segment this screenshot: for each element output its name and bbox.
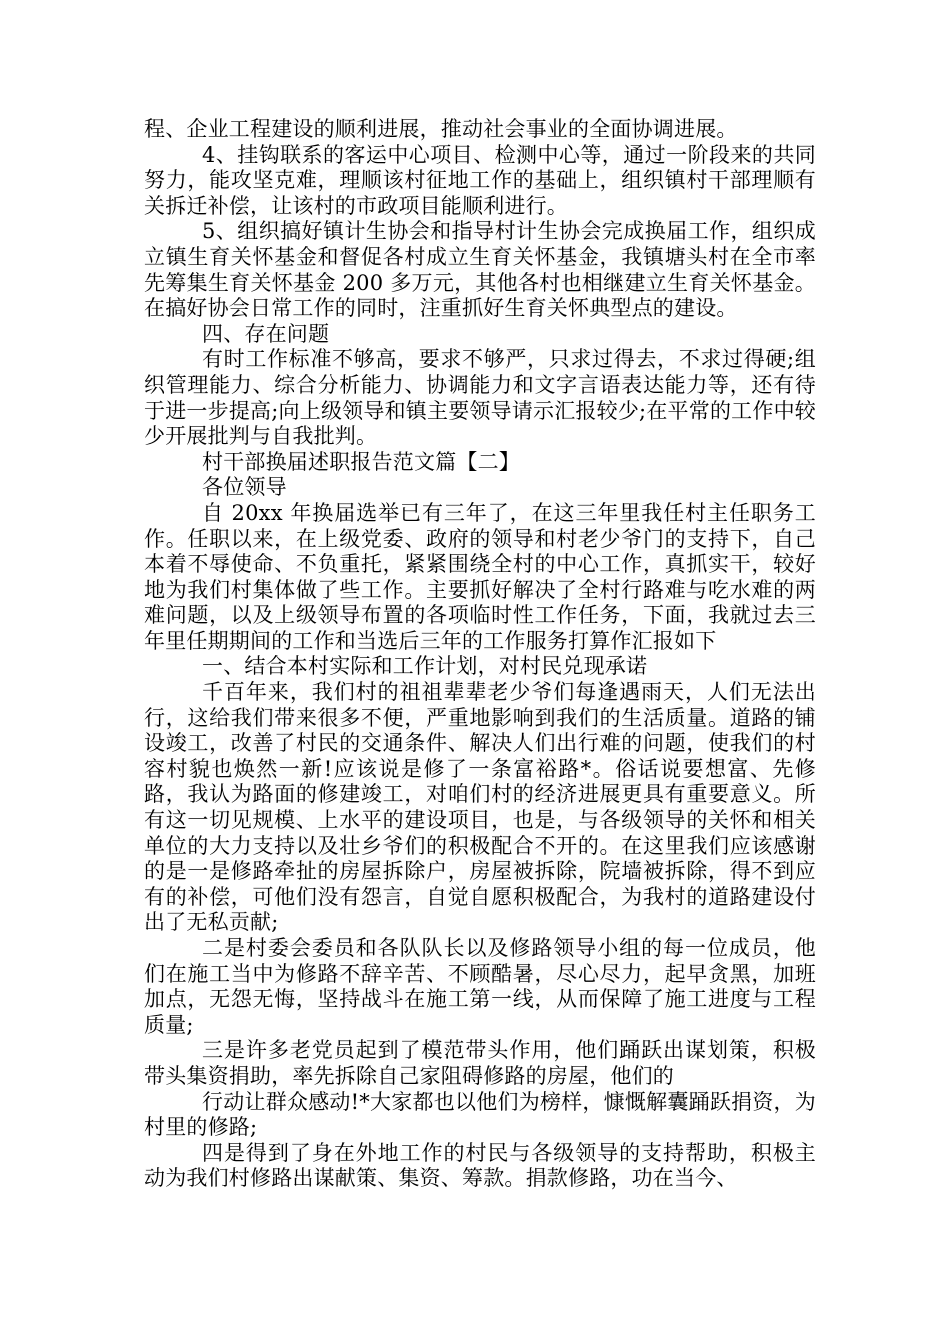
salutation: 各位领导: [202, 475, 287, 500]
paragraph-10: 千百年来，我们村的祖祖辈辈老少爷们每逢遇雨天，人们无法出行，这给我们带来很多不便，严重地影响到我们的生活质量。道路的铺设竣工，改善了村民的交通条件、解决人们出行难的问题，使我们的村容村貌也焕然一新!应该说是修了一条富裕路*。俗话说要想富、先修路，我认为路面的修建竣工，对咱们村的经济进展更具有重要意义。所有这一切见规模、上水平的建设项目，也是，与各级领导的关怀和相关单位的大力支持以及壮乡爷们的积极配合不开的。在这里我们应该感谢的是一是修路牵扯的房屋拆除户，房屋被拆除，院墙被拆除，得不到应有的补偿，可他们没有怨言，自觉自愿积极配合，为我村的道路建设付出了无私贡献;: [144, 680, 816, 935]
paragraph-13: 行动让群众感动!*大家都也以他们为榜样，慷慨解囊踊跃捐资，为村里的修路;: [144, 1089, 816, 1140]
paragraph-2: 4、挂钩联系的客运中心项目、检测中心等，通过一阶段来的共同努力，能攻坚克难，理顺该村征地工作的基础上，组织镇村干部理顺有关拆迁补偿，让该村的市政项目能顺利进行。: [144, 142, 816, 218]
paragraph-11: 二是村委会委员和各队队长以及修路领导小组的每一位成员，他们在施工当中为修路不辞辛苦、不顾酷暑，尽心尽力，起早贪黑，加班加点，无怨无悔，坚持战斗在施工第一线，从而保障了施工进度与工程质量;: [144, 936, 816, 1037]
paragraph-5: 有时工作标准不够高，要求不够严，只求过得去，不求过得硬;组织管理能力、综合分析能力、协调能力和文字言语表达能力等，还有待于进一步提高;向上级领导和镇主要领导请示汇报较少;在平常的工作中较少开展批判与自我批判。: [144, 347, 816, 449]
section-heading-problems: 四、存在问题: [202, 321, 330, 346]
article-title-part-two: 村干部换届述职报告范文篇【二】: [202, 449, 520, 474]
paragraph-3: 5、组织搞好镇计生协会和指导村计生协会完成换届工作，组织成立镇生育关怀基金和督促各村成立生育关怀基金，我镇塘头村在全市率先筹集生育关怀基金 200 多万元，其他各村也相继建立生育关怀基金。在搞好协会日常工作的同时，注重抓好生育关怀典型点的建设。: [144, 219, 816, 321]
document-page: [144, 117, 816, 1192]
paragraph-14: 四是得到了身在外地工作的村民与各级领导的支持帮助，积极主动为我们村修路出谋献策、集资、筹款。捐款修路，功在当今、: [144, 1140, 816, 1191]
section-heading-promises: 一、结合本村实际和工作计划，对村民兑现承诺: [202, 654, 648, 679]
paragraph-8: 自 20xx 年换届选举已有三年了，在这三年里我任村主任职务工作。任职以来，在上级党委、政府的领导和村老少爷门的支持下，自己本着不辱使命、不负重托，紧紧围绕全村的中心工作，真抓实干，较好地为我们村集体做了些工作。主要抓好解决了全村行路难与吃水难的两难问题，以及上级领导布置的各项临时性工作任务，下面，我就过去三年里任期期间的工作和当选后三年的工作服务打算作汇报如下: [144, 500, 816, 653]
paragraph-12: 三是许多老党员起到了模范带头作用，他们踊跃出谋划策，积极带头集资捐助，率先拆除自己家阻碍修路的房屋，他们的: [144, 1038, 816, 1088]
paragraph-1: 程、企业工程建设的顺利进展，推动社会事业的全面协调进展。: [144, 117, 738, 141]
